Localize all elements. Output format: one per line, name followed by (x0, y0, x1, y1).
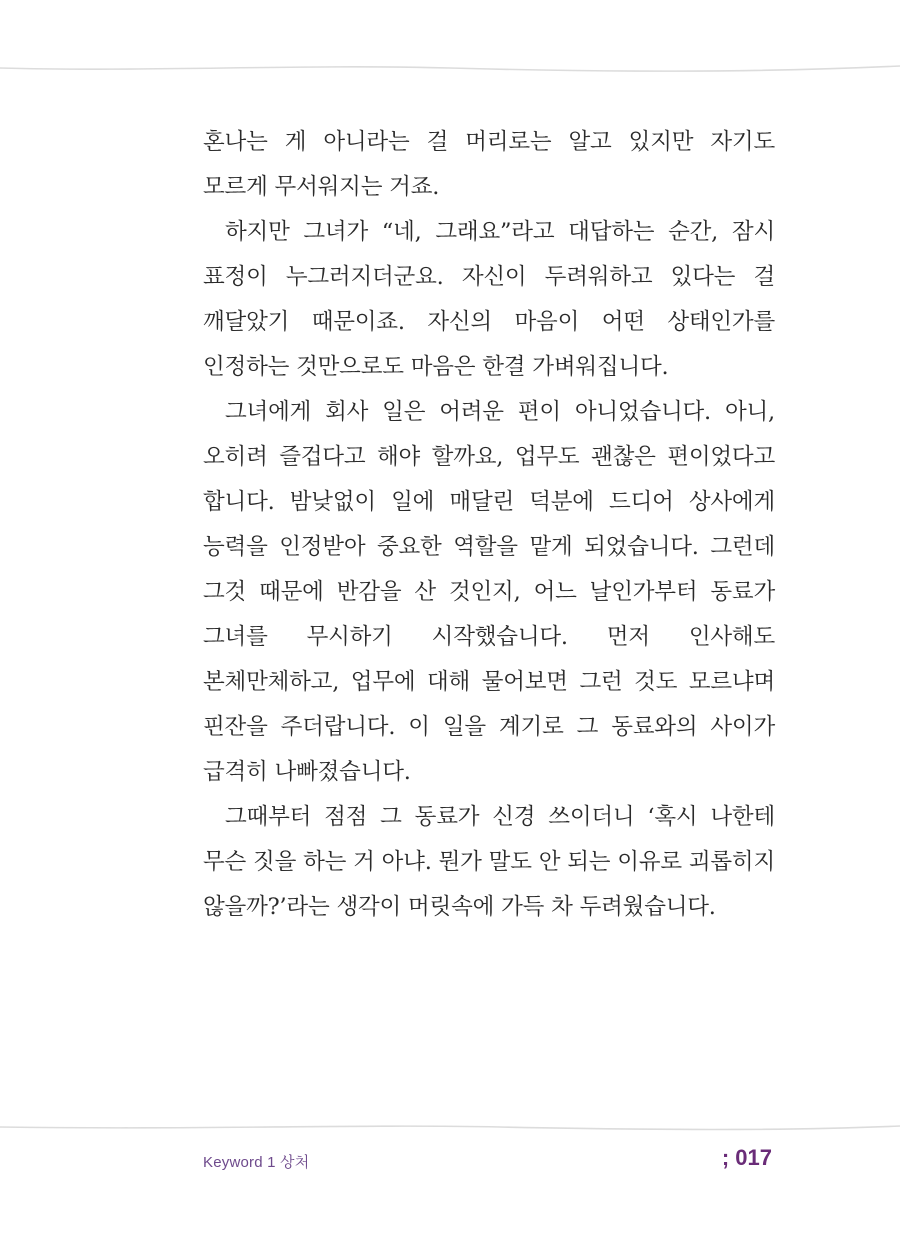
page-number: ; 017 (721, 1145, 772, 1170)
paragraph-2: 하지만 그녀가 “네, 그래요”라고 대답하는 순간, 잠시 표정이 누그러지더군요. 자신이 두려워하고 있다는 걸 깨달았기 때문이죠. 자신의 마음이 어떤 상태인가를 인정하는 것만으로도 마음은 한결 가벼워집니다. (203, 219, 775, 380)
bottom-divider (0, 1118, 900, 1138)
paragraph-4: 그때부터 점점 그 동료가 신경 쓰이더니 ‘혹시 나한테 무슨 짓을 하는 거 아냐. 뭔가 말도 안 되는 이유로 괴롭히지 않을까?’라는 생각이 머릿속에 가득 차 두려웠습니다. (203, 804, 775, 920)
paragraph-1: 혼나는 게 아니라는 걸 머리로는 알고 있지만 자기도 모르게 무서워지는 거죠. (203, 129, 775, 200)
page-body (203, 120, 775, 930)
running-footer-section: Keyword 1 상처 (203, 1154, 310, 1171)
top-divider (0, 58, 900, 78)
paragraph-3: 그녀에게 회사 일은 어려운 편이 아니었습니다. 아니, 오히려 즐겁다고 해야 할까요, 업무도 괜찮은 편이었다고 합니다. 밤낮없이 일에 매달린 덕분에 드디어 상사에게 능력을 인정받아 중요한 역할을 맡게 되었습니다. 그런데 그것 때문에 반감을 산 것인지, 어느 날인가부터 동료가 그녀를 무시하기 시작했습니다. 먼저 인사해도 본체만체하고, 업무에 대해 물어보면 그런 것도 모르냐며 핀잔을 주더랍니다. 이 일을 계기로 그 동료와의 사이가 급격히 나빠졌습니다. (203, 399, 775, 785)
